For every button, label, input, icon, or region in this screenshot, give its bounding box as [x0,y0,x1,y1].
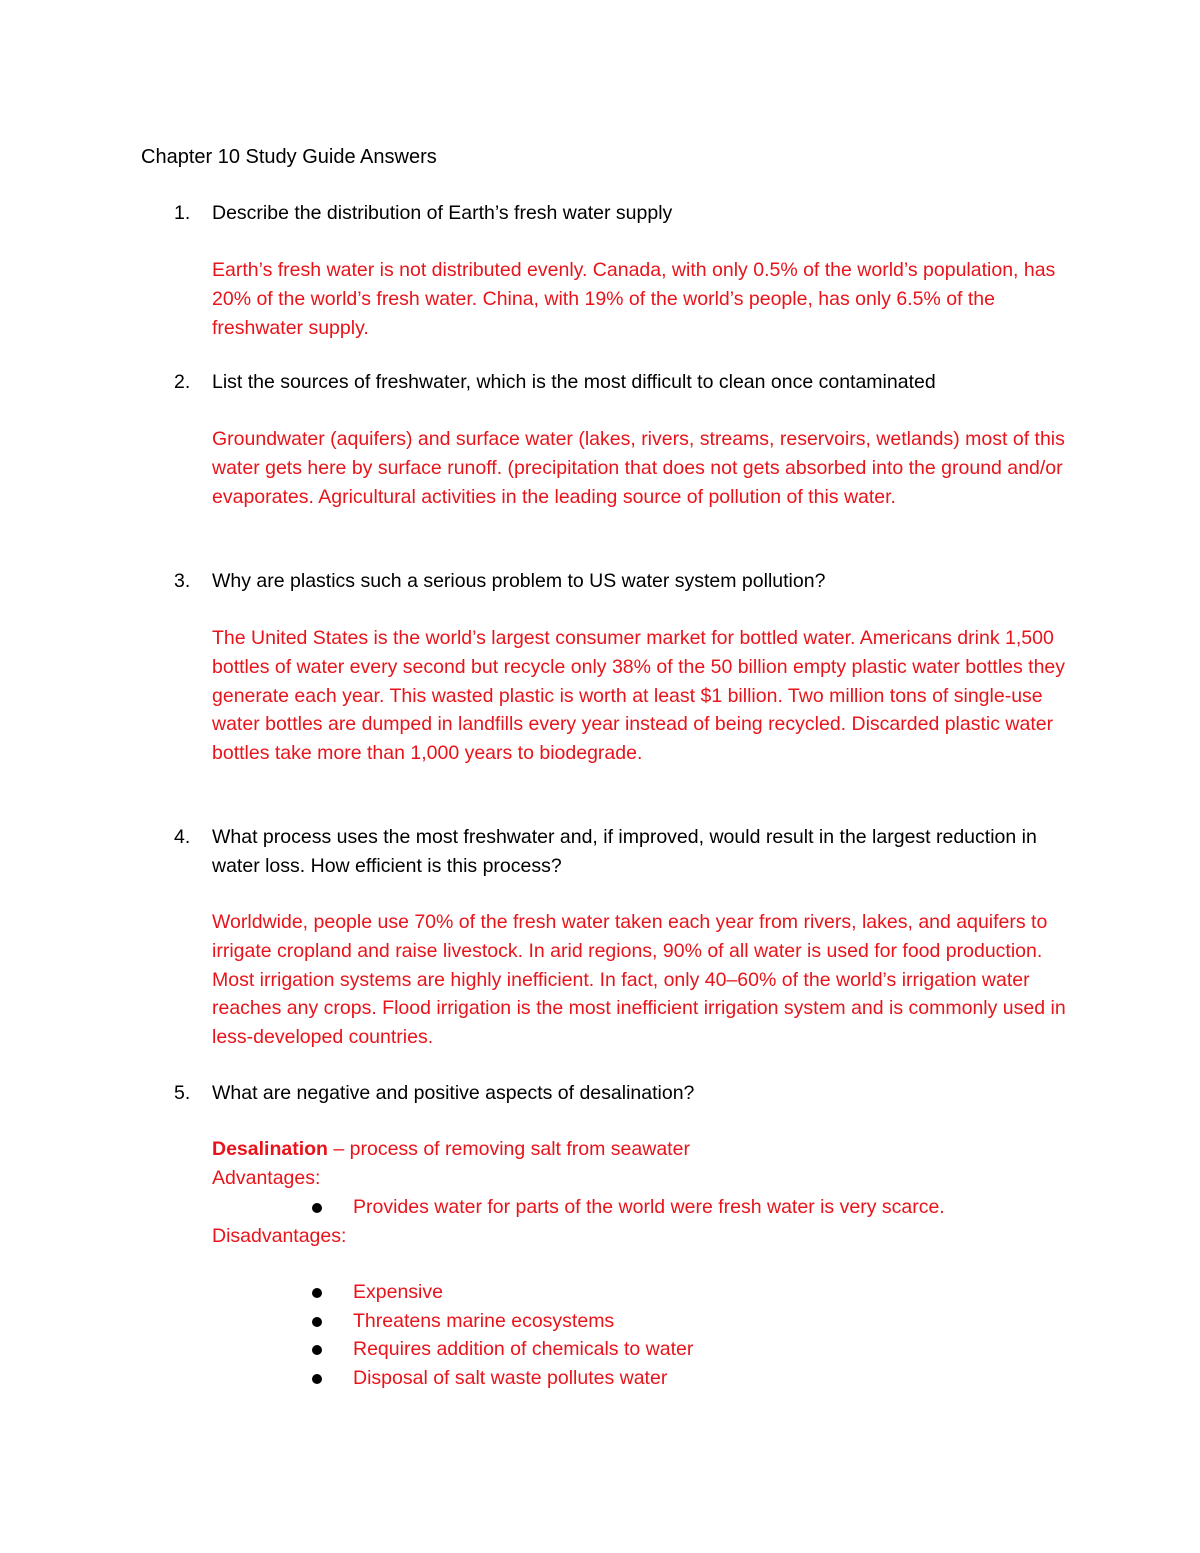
bullet-icon [312,1288,322,1298]
disadvantage-text: Requires addition of chemicals to water [353,1338,694,1360]
bullet-icon [312,1374,322,1384]
question-text: Describe the distribution of Earth’s fresh water supply [212,202,673,224]
advantage-item [312,1193,945,1222]
question-text: Why are plastics such a serious problem to US water system pollution? [212,570,826,592]
answer-1: Earth’s fresh water is not distributed evenly. Canada, with only 0.5% of the world’s population, has 20% of the world’s fresh water. China, with 19% of the world’s people, has only 6.5% of the freshwater supply. [212,259,1056,339]
question-text: What are negative and positive aspects of desalination? [212,1082,695,1104]
answer-4: Worldwide, people use 70% of the fresh water taken each year from rivers, lakes, and aquifers to irrigate cropland and raise livestock. In arid regions, 90% of all water is used for food production. Most irrigation systems are highly inefficient. In fact, only 40–60% of the world’s irrigation water reaches any crops. Flood irrigation is the most inefficient irrigation system and is commonly used in less-developed countries. [212,911,1066,1049]
definition-term: Desalination [212,1138,328,1160]
disadvantage-item [312,1278,443,1307]
disadvantage-item [312,1335,693,1364]
question-text: List the sources of freshwater, which is the most difficult to clean once contaminated [212,371,936,393]
disadvantages-label: Disadvantages: [212,1225,347,1247]
question-1 [174,199,1074,228]
definition-text: – process of removing salt from seawater [327,1138,690,1160]
question-3 [174,567,1074,596]
question-number: 4. [174,826,191,848]
bullet-icon [312,1203,322,1213]
advantages-label: Advantages: [212,1167,321,1189]
page-title: Chapter 10 Study Guide Answers [141,146,437,168]
bullet-icon [312,1345,322,1355]
disadvantage-text: Disposal of salt waste pollutes water [353,1367,668,1389]
answer-3: The United States is the world’s largest consumer market for bottled water. Americans drink 1,500 bottles of water every second but recycle only 38% of the 50 billion empty plastic water bottles they generate each year. This wasted plastic is worth at least $1 billion. Two million tons of single-use water bottles are dumped in landfills every year instead of being recycled. Discarded plastic water bottles take more than 1,000 years to biodegrade. [212,627,1066,765]
question-number: 2. [174,371,191,393]
disadvantage-item [312,1364,667,1393]
question-text: What process uses the most freshwater and, if improved, would result in the largest reduction in water loss. How efficient is this process? [212,826,1037,877]
question-5 [174,1079,1074,1108]
question-number: 5. [174,1082,191,1104]
desalination-definition [212,1135,690,1164]
answer-2: Groundwater (aquifers) and surface water (lakes, rivers, streams, reservoirs, wetlands) most of this water gets here by surface runoff. (precipitation that does not gets absorbed into the ground and/or evaporates. Agricultural activities in the leading source of pollution of this water. [212,428,1065,508]
advantage-text: Provides water for parts of the world were fresh water is very scarce. [353,1196,945,1218]
disadvantage-text: Expensive [353,1281,443,1303]
question-2 [174,368,1074,397]
disadvantage-item [312,1307,614,1336]
question-number: 3. [174,570,191,592]
question-number: 1. [174,202,191,224]
question-4 [174,823,1054,880]
bullet-icon [312,1317,322,1327]
disadvantage-text: Threatens marine ecosystems [353,1310,615,1332]
